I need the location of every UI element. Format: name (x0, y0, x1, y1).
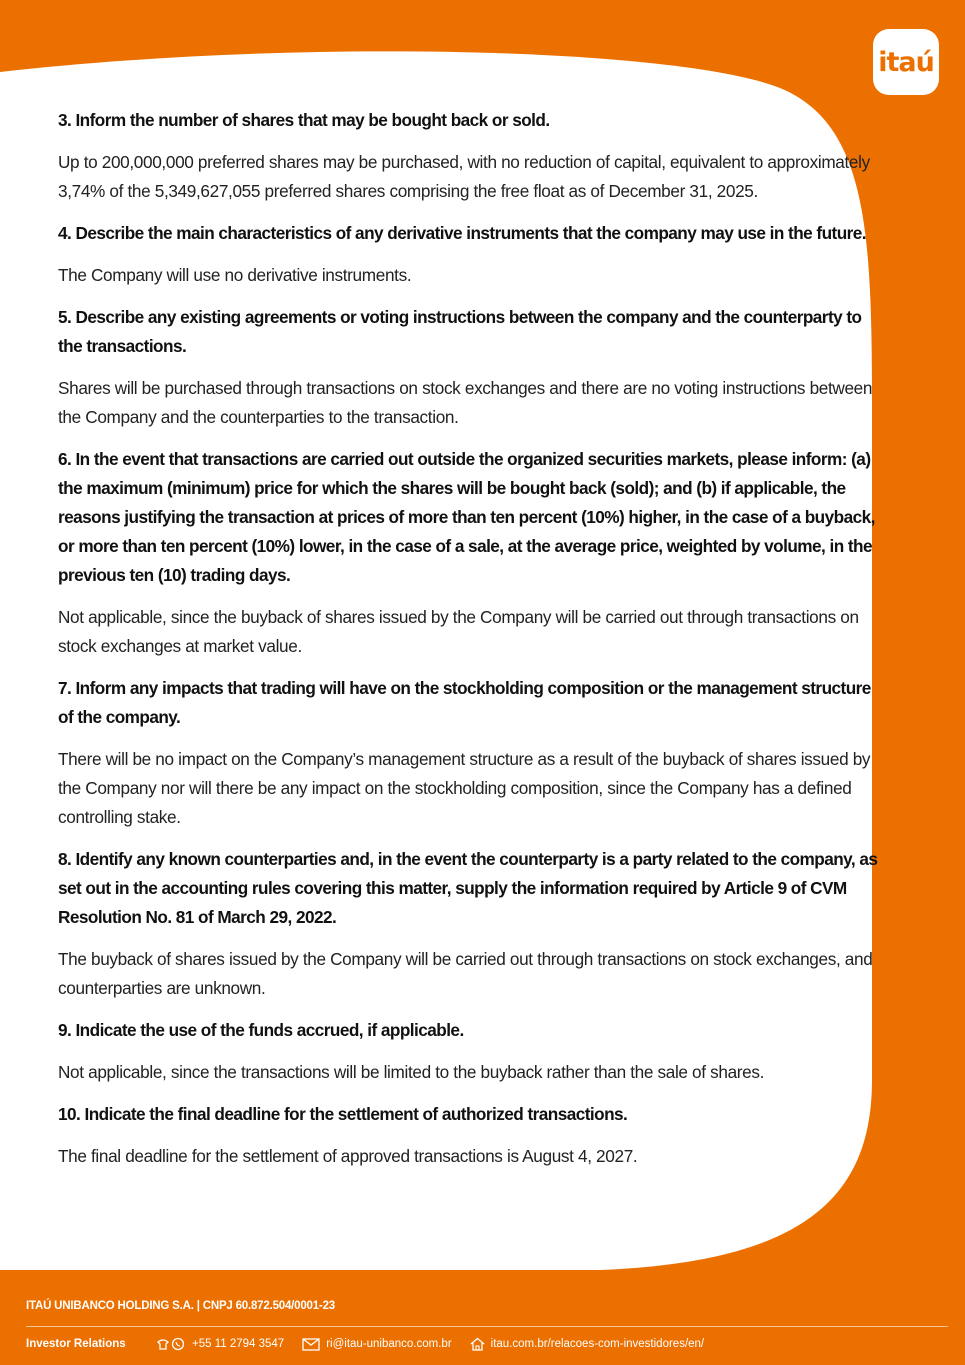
envelope-icon (302, 1338, 320, 1351)
section-4-answer: The Company will use no derivative instruments. (58, 265, 412, 285)
section-3-answer: Up to 200,000,000 preferred shares may be purchased, with no reduction of capital, equivalent to approximately 3,74% of the 5,349,627,055 preferred shares comprising the free float as of December 31, 2025. (58, 152, 870, 201)
itau-logo-text: itaú (878, 46, 934, 78)
section-7-question: 7. Inform any impacts that trading will have on the stockholding composition or the management structure of the company. (58, 678, 871, 727)
footer-email-text: ri@itau-unibanco.com.br (326, 1338, 452, 1350)
section-8-question: 8. Identify any known counterparties and, in the event the counterparty is a party related to the company, as set out in the accounting rules covering this matter, supply the information required by Article 9 of CVM Resolution No. 81 of March 29, 2022. (58, 849, 878, 927)
section-5-answer: Shares will be purchased through transactions on stock exchanges and there are no voting instructions between the Company and the counterparties to the transaction. (58, 378, 873, 427)
section-7-answer: There will be no impact on the Company’s management structure as a result of the buyback of shares issued by the Company nor will there be any impact on the stockholding composition, since the Company has a defined controlling stake. (58, 749, 871, 827)
footer-website[interactable] (470, 1337, 704, 1351)
investor-relations-label: Investor Relations (26, 1338, 126, 1350)
footer-phone-text: +55 11 2794 3547 (192, 1338, 285, 1350)
phone-whatsapp-icon (156, 1337, 186, 1351)
itau-logo (873, 29, 939, 95)
document-body (58, 106, 888, 1184)
home-icon (470, 1337, 485, 1351)
footer-contacts (26, 1334, 722, 1354)
section-8-answer: The buyback of shares issued by the Company will be carried out through transactions on stock exchanges, and counterparties are unknown. (58, 949, 873, 998)
section-5-question: 5. Describe any existing agreements or voting instructions between the company and the counterparty to the transactions. (58, 307, 862, 356)
section-6-question: 6. In the event that transactions are carried out outside the organized securities markets, please inform: (a) the maximum (minimum) price for which the shares will be bought back (sold); and (b) if applicable, the reasons justifying the transaction at prices of more than ten percent (10%) higher, in the case of a buyback, or more than ten percent (10%) lower, in the case of a sale, at the average price, weighted by volume, in the previous ten (10) trading days. (58, 449, 875, 585)
footer-divider (26, 1326, 948, 1327)
footer-email[interactable] (302, 1338, 451, 1351)
section-4-question: 4. Describe the main characteristics of any derivative instruments that the company may use in the future. (58, 223, 867, 243)
section-10-answer: The final deadline for the settlement of approved transactions is August 4, 2027. (58, 1146, 638, 1166)
footer-website-text: itau.com.br/relacoes-com-investidores/en/ (490, 1338, 705, 1350)
footer-phone[interactable] (156, 1337, 284, 1351)
section-3-question: 3. Inform the number of shares that may be bought back or sold. (58, 110, 550, 130)
footer-company-name: ITAÚ UNIBANCO HOLDING S.A. | CNPJ 60.872.504/0001-23 (26, 1300, 335, 1312)
section-9-answer: Not applicable, since the transactions will be limited to the buyback rather than the sale of shares. (58, 1062, 765, 1082)
section-10-question: 10. Indicate the final deadline for the settlement of authorized transactions. (58, 1104, 628, 1124)
section-9-question: 9. Indicate the use of the funds accrued, if applicable. (58, 1020, 464, 1040)
section-6-answer: Not applicable, since the buyback of shares issued by the Company will be carried out through transactions on stock exchanges at market value. (58, 607, 859, 656)
